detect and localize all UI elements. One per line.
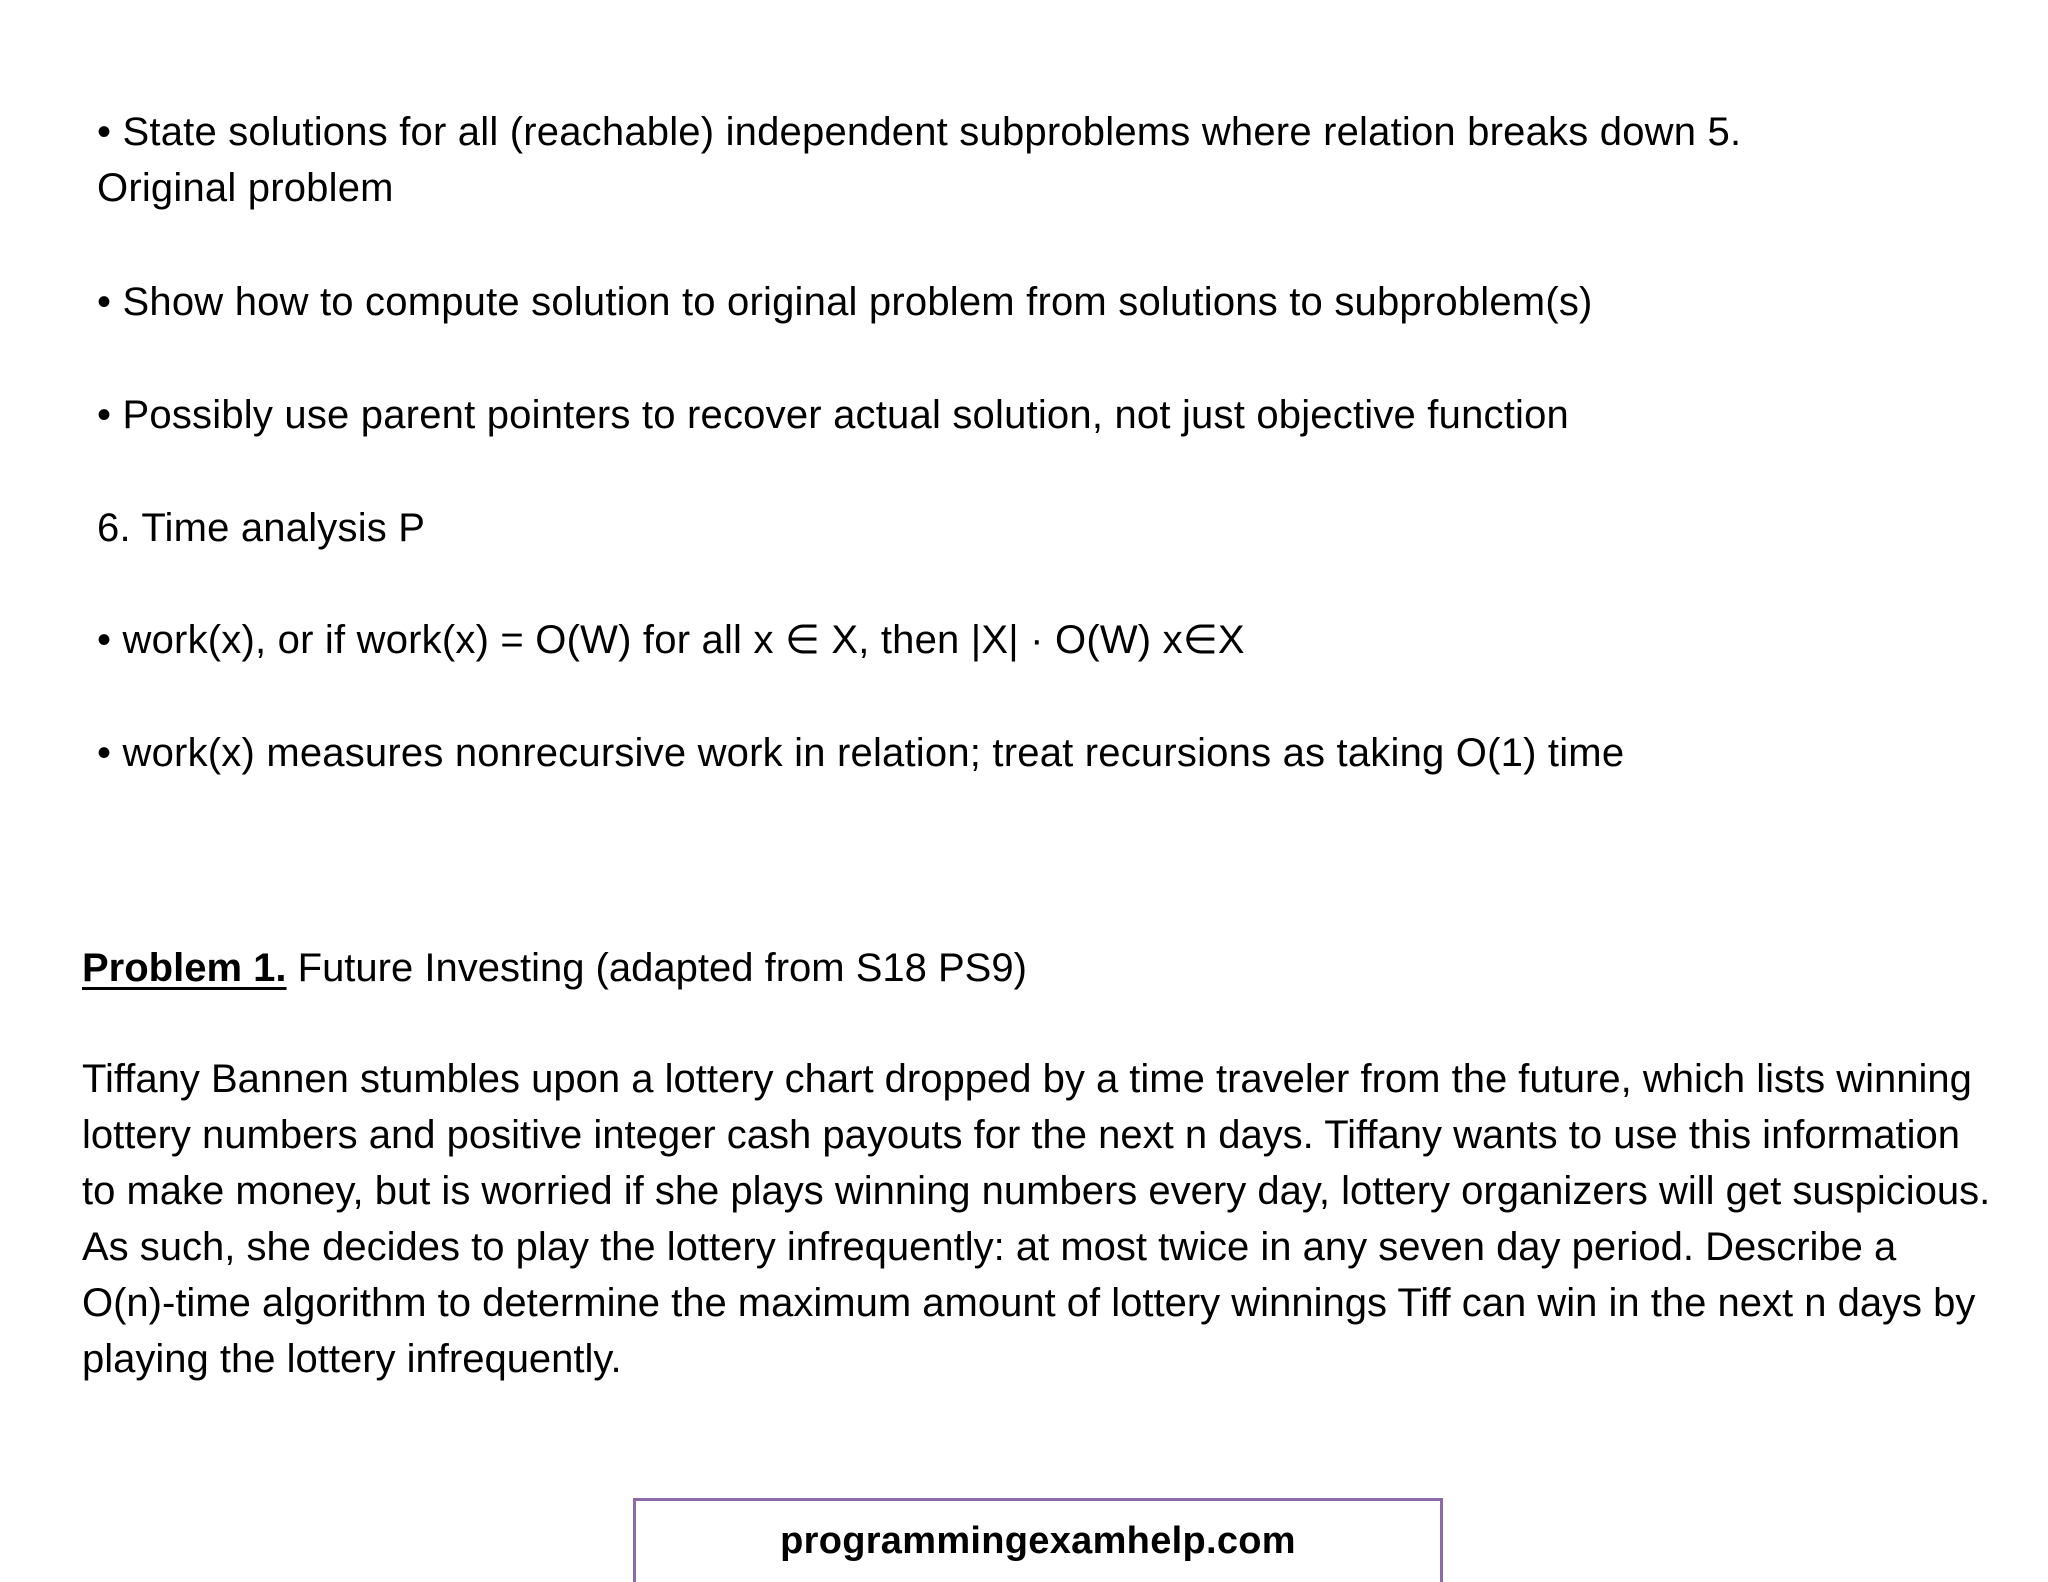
bullet-parent-pointers: • Possibly use parent pointers to recover actual solution, not just objective function [97, 393, 1570, 437]
problem-heading [82, 940, 1027, 996]
bullet-work-measure: • work(x) measures nonrecursive work in relation; treat recursions as taking O(1) time [97, 731, 1625, 775]
problem-statement: Tiffany Bannen stumbles upon a lottery chart dropped by a time traveler from the future, which lists winning lottery numbers and positive integer cash payouts for the next n days. Tiffany wants to use this information to make money, but is worried if she plays winning numbers every day, lottery organizers will get suspicious. As such, she decides to play the lottery infrequently: at most twice in any seven day period. Describe a O(n)-time algorithm to determine the maximum amount of lottery winnings Tiff can win in the next n days by playing the lottery infrequently. [82, 1057, 1991, 1381]
bullet-work-formula: • work(x), or if work(x) = O(W) for all x ∈ X, then |X| · O(W) x∈X [97, 618, 1245, 662]
bullet-state-solutions-continued: Original problem [97, 166, 394, 210]
footer-watermark-box [633, 1498, 1443, 1582]
bullet-state-solutions: • State solutions for all (reachable) independent subproblems where relation breaks down 5. [97, 110, 1742, 154]
problem-label: Problem 1. [82, 946, 287, 990]
bullet-compute-solution: • Show how to compute solution to original problem from solutions to subproblem(s) [97, 280, 1593, 324]
problem-title: Future Investing (adapted from S18 PS9) [286, 946, 1027, 990]
step-time-analysis: 6. Time analysis P [97, 506, 426, 550]
footer-site-name: programmingexamhelp.com [780, 1520, 1296, 1562]
